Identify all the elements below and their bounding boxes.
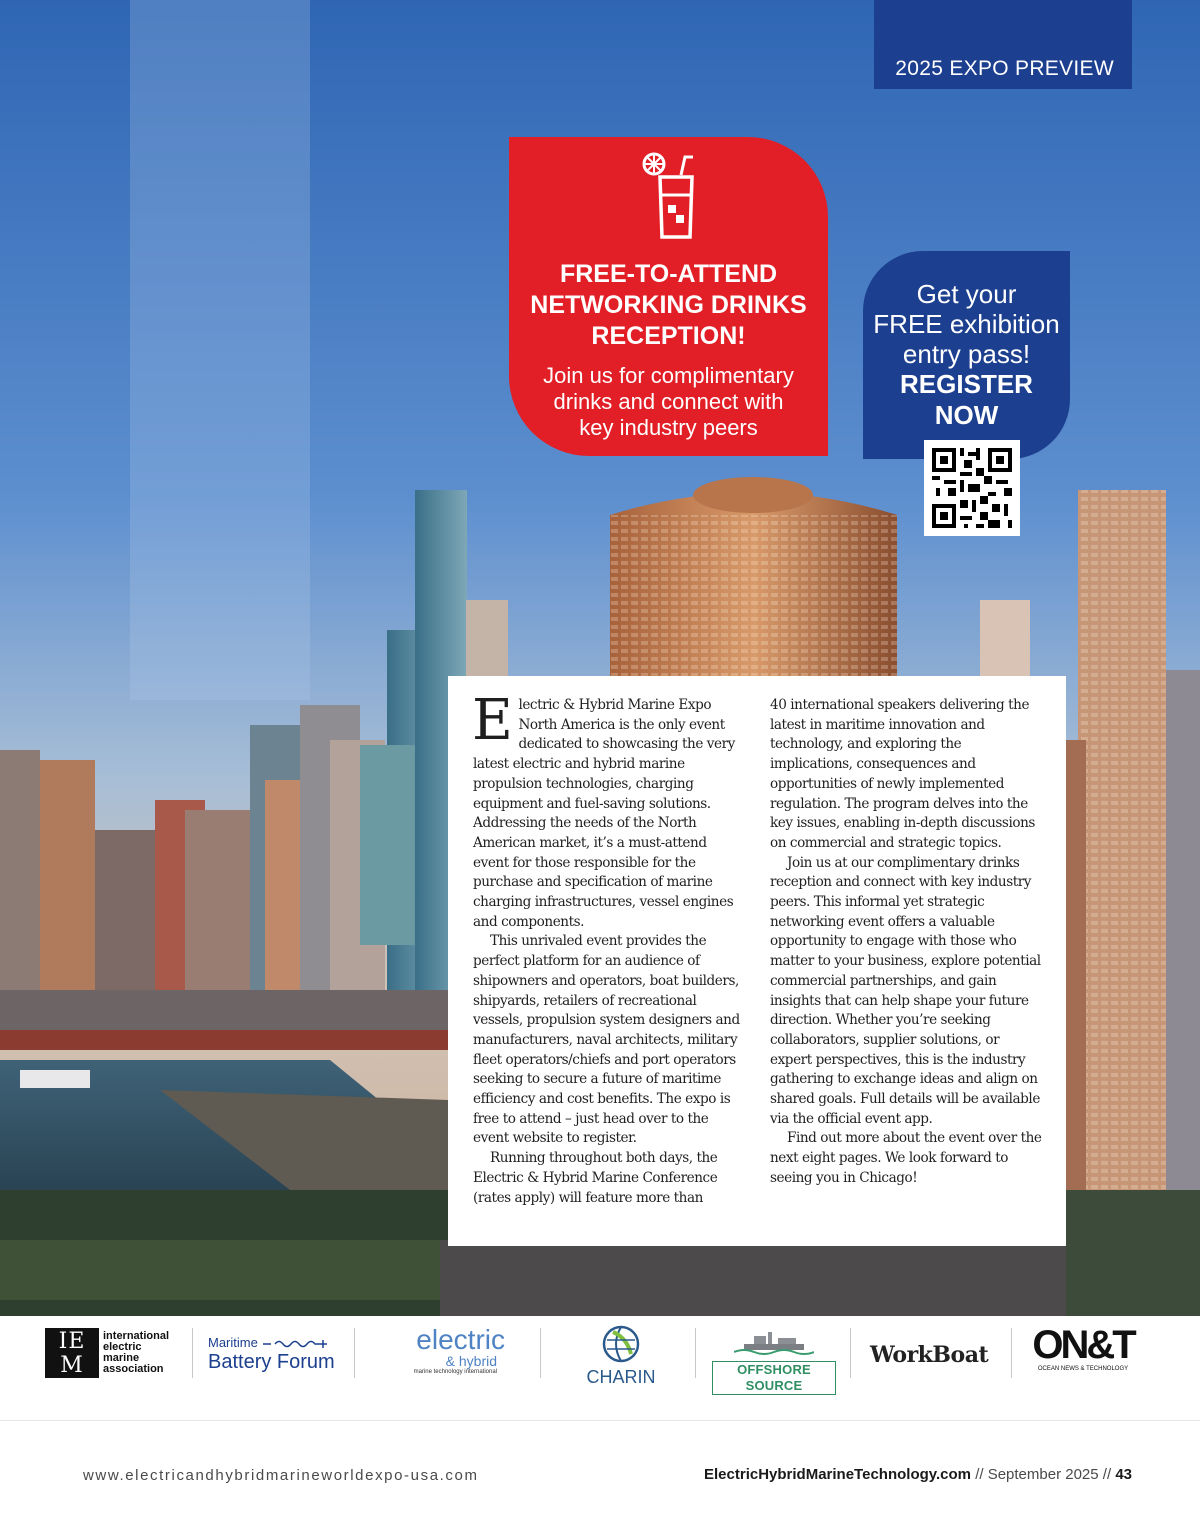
- page-number: 43: [1115, 1466, 1132, 1483]
- article-paragraph: Running throughout both days, the Electric & Hybrid Marine Conference (rates apply) will feature more than: [473, 1150, 718, 1206]
- iema-wordmark: [103, 1331, 169, 1375]
- iema-logo[interactable]: [45, 1328, 180, 1402]
- workboat-name: WorkBoat: [870, 1342, 989, 1368]
- article-column-right: [770, 696, 1043, 1189]
- iema-line: marine: [103, 1352, 140, 1364]
- register-cta-line: NOW: [934, 400, 999, 430]
- battery-forum-top: [208, 1336, 338, 1350]
- logo-divider: [354, 1328, 355, 1378]
- offshore-platform-icon: [734, 1330, 814, 1356]
- drop-cap: E: [472, 688, 513, 753]
- article-paragraph-text: lectric & Hybrid Marine Expo North America is the only event dedicated to showcasing the very latest electric and hybrid marine propulsion technologies, charging equipment and fuel-saving solutions. Addressing the needs of the North American market, it’s a must-attend event for those responsible for the purchase and specification of marine charging infrastructures, vessel engines and components.: [473, 697, 735, 930]
- battery-forum-logo[interactable]: [208, 1336, 338, 1376]
- offshore-source-logo[interactable]: [712, 1330, 836, 1393]
- iema-line: international: [103, 1330, 170, 1342]
- electric-hybrid-logo[interactable]: [395, 1326, 505, 1382]
- register-promo[interactable]: [863, 251, 1070, 459]
- battery-forum-main: Battery Forum: [208, 1351, 335, 1373]
- article-column-left: [472, 688, 746, 1208]
- globe-icon: [601, 1324, 641, 1364]
- article-paragraph: 40 international speakers delivering the latest in maritime innovation and technology, and exploring the implications, consequences and opportunities of newly implemented regulation. The program delves into the key issues, enabling in-depth discussions on commercial and strategic topics.: [770, 697, 1035, 851]
- footer-separator: //: [975, 1466, 984, 1483]
- ont-logo[interactable]: [1030, 1323, 1136, 1382]
- drinks-headline-line: RECEPTION!: [591, 322, 746, 350]
- qr-code-icon[interactable]: [924, 440, 1020, 536]
- drinks-subtext-line: key industry peers: [579, 415, 758, 440]
- register-text-line: entry pass!: [902, 339, 1031, 369]
- drinks-headline-line: NETWORKING DRINKS: [530, 291, 807, 319]
- offshore-source-name: OFFSHORE SOURCE: [712, 1361, 836, 1395]
- article-paragraph: Find out more about the event over the next eight pages. We look forward to seeing you in Chicago!: [770, 1130, 1042, 1186]
- register-text-line: Get your: [916, 279, 1017, 309]
- logo-divider: [695, 1328, 696, 1378]
- drinks-reception-promo: [509, 137, 828, 456]
- register-now-cta[interactable]: [863, 369, 1070, 431]
- electric-hybrid-sub: & hybrid: [445, 1353, 497, 1369]
- footer-site[interactable]: ElectricHybridMarineTechnology.com: [704, 1466, 972, 1483]
- charin-logo[interactable]: [578, 1324, 664, 1388]
- wave-icon: [261, 1339, 329, 1349]
- register-text: [863, 279, 1070, 369]
- register-text-line: FREE exhibition: [873, 309, 1060, 339]
- section-tag-label: 2025 EXPO PREVIEW: [895, 57, 1114, 80]
- sponsor-logo-strip: [0, 1316, 1200, 1421]
- ont-tagline: OCEAN NEWS & TECHNOLOGY: [1037, 1366, 1129, 1372]
- article-paragraph: Join us at our complimentary drinks reception and connect with key industry peers. This informal yet strategic networking event offers a valuable opportunity to engage with those who matter to your business, explore potential commercial partnerships, and gain insights that can help shape your future direction. Whether you’re seeking collaborators, supplier solutions, or expert perspectives, this is the industry gathering to exchange ideas and align on shared goals. Full details will be available via the official event app.: [770, 854, 1041, 1127]
- logo-divider: [1011, 1328, 1012, 1378]
- drinks-headline: [509, 259, 828, 352]
- electric-hybrid-main: electric: [416, 1324, 505, 1355]
- drinks-subtext-line: Join us for complimentary: [543, 363, 794, 388]
- drink-glass-icon: [641, 151, 697, 241]
- drinks-headline-line: FREE-TO-ATTEND: [559, 260, 778, 288]
- article-paragraph: [472, 688, 746, 932]
- drinks-subtext: [509, 363, 828, 441]
- iema-mark: [45, 1328, 99, 1402]
- battery-forum-top-text: Maritime: [208, 1335, 258, 1350]
- ont-mark: ON&T: [1032, 1323, 1134, 1367]
- drinks-subtext-line: drinks and connect with: [553, 389, 784, 414]
- logo-divider: [850, 1328, 851, 1378]
- footer-folio: [704, 1466, 1132, 1483]
- electric-hybrid-tagline: marine technology international: [413, 1369, 497, 1375]
- iema-mark-text: IEMA: [58, 1329, 86, 1402]
- logo-divider: [192, 1328, 193, 1378]
- footer-issue: September 2025: [987, 1466, 1099, 1483]
- iema-line: electric: [103, 1341, 142, 1353]
- register-cta-line: REGISTER: [900, 369, 1033, 399]
- article-paragraph: This unrivaled event provides the perfect platform for an audience of shipowners and operators, boat builders, shipyards, retailers of recreational vessels, propulsion system designers and manufacturers, naval architects, military fleet operators/chiefs and port operators seeking to secure a future of maritime efficiency and cost benefits. The expo is free to attend – just head over to the event website to register.: [473, 933, 740, 1147]
- qr-code-graphic: [924, 440, 1020, 536]
- footer-separator: //: [1102, 1466, 1112, 1483]
- logo-divider: [540, 1328, 541, 1378]
- section-tag: [874, 0, 1132, 89]
- article-body: [448, 676, 1066, 1246]
- iema-line: association: [103, 1363, 164, 1375]
- charin-name: CHARIN: [586, 1367, 656, 1387]
- footer-url[interactable]: www.electricandhybridmarineworldexpo-usa.com: [83, 1467, 479, 1484]
- workboat-logo[interactable]: [870, 1342, 1000, 1372]
